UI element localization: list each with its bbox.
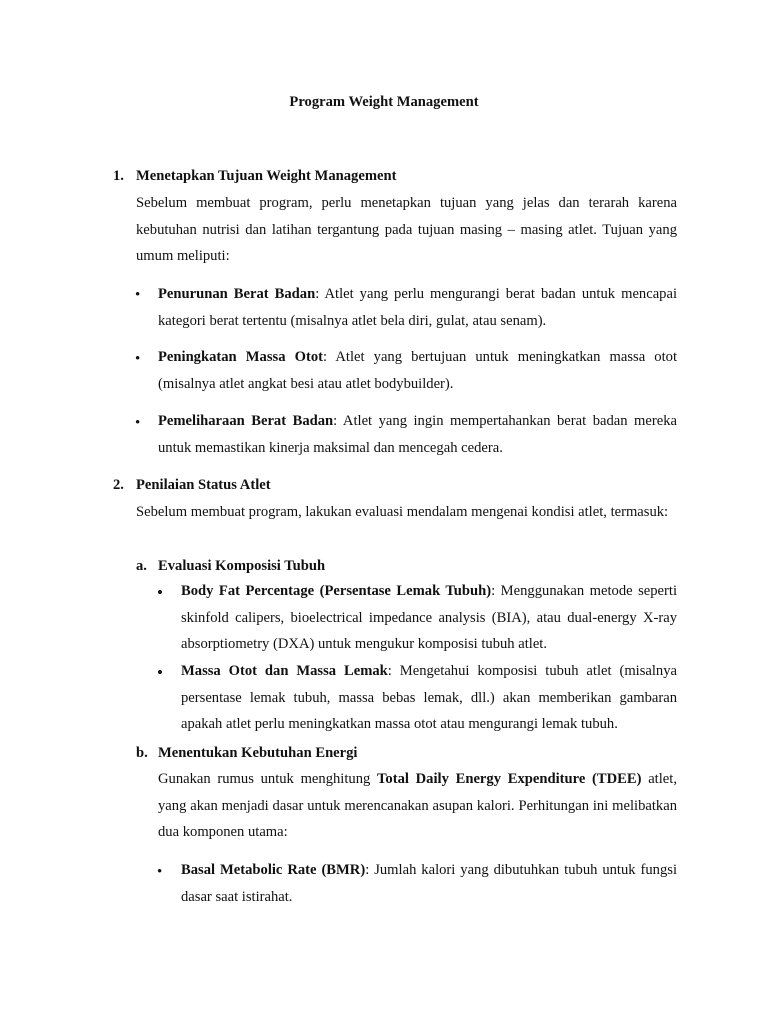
section-1-number: 1. bbox=[113, 168, 124, 184]
section-2-intro: Sebelum membuat program, lakukan evaluasi mendalam mengenai kondisi atlet, termasuk: bbox=[136, 504, 669, 520]
list-item-text: : Atlet yang ingin mempertahankan berat badan mereka untuk memastikan kinerja maksimal dan mencegah cedera. bbox=[158, 413, 677, 456]
list-item-term: Massa Otot dan Massa Lemak bbox=[181, 663, 388, 679]
list-item-text: : Atlet yang bertujuan untuk meningkatkan massa otot (misalnya atlet angkat besi atau atlet bodybuilder). bbox=[158, 349, 678, 392]
list-item bbox=[181, 658, 677, 738]
list-item-term: Pemeliharaan Berat Badan bbox=[158, 413, 334, 429]
subsection-b-letter: b. bbox=[136, 745, 148, 761]
list-item-text: : Atlet yang perlu mengurangi berat badan untuk mencapai kategori berat tertentu (misalnya atlet bela diri, gulat, atau senam). bbox=[158, 286, 678, 329]
list-item bbox=[181, 857, 677, 910]
bullet-glyph: • bbox=[157, 583, 163, 602]
bullet-glyph: • bbox=[135, 415, 141, 431]
page-title: Program Weight Management bbox=[289, 94, 479, 110]
subsection-b-intro bbox=[158, 766, 677, 846]
subsection-b-heading: Menentukan Kebutuhan Energi bbox=[158, 745, 358, 761]
bullet-glyph: • bbox=[157, 663, 163, 682]
list-item-term: Body Fat Percentage (Persentase Lemak Tubuh) bbox=[181, 583, 492, 599]
section-2-number: 2. bbox=[113, 477, 124, 493]
bullet-glyph: • bbox=[157, 864, 163, 880]
section-1-intro: Sebelum membuat program, perlu menetapkan tujuan yang jelas dan terarah karena kebutuhan nutrisi dan latihan tergantung pada tujuan masing – masing atlet. Tujuan yang umum meliputi: bbox=[136, 195, 677, 265]
list-item-text: : Menggunakan metode seperti skinfold calipers, bioelectrical impedance analysis (BIA), atau dual-energy X-ray absorptiometry (DXA) untuk mengukur komposisi tubuh atlet. bbox=[181, 583, 678, 653]
intro-term: Total Daily Energy Expenditure (TDEE) bbox=[377, 771, 642, 787]
list-item bbox=[158, 344, 677, 397]
list-item-text: : Jumlah kalori yang dibutuhkan tubuh untuk fungsi dasar saat istirahat. bbox=[181, 862, 678, 905]
section-1-heading: Menetapkan Tujuan Weight Management bbox=[136, 168, 397, 184]
list-item-term: Penurunan Berat Badan bbox=[158, 286, 316, 302]
bullet-glyph: • bbox=[135, 287, 141, 303]
intro-text: atlet, yang akan menjadi dasar untuk merencanakan asupan kalori. Perhitungan ini melibatkan dua komponen utama: bbox=[158, 771, 677, 841]
intro-text: Gunakan rumus untuk menghitung bbox=[158, 771, 378, 787]
list-item bbox=[158, 408, 677, 461]
list-item-term: Peningkatan Massa Otot bbox=[158, 349, 323, 365]
list-item bbox=[181, 578, 677, 658]
list-item-term: Basal Metabolic Rate (BMR) bbox=[181, 862, 366, 878]
list-item bbox=[158, 281, 677, 334]
subsection-a-letter: a. bbox=[136, 558, 147, 574]
subsection-a-heading: Evaluasi Komposisi Tubuh bbox=[158, 558, 326, 574]
section-2-heading: Penilaian Status Atlet bbox=[136, 477, 271, 493]
bullet-glyph: • bbox=[135, 351, 141, 367]
list-item-text: : Mengetahui komposisi tubuh atlet (misalnya persentase lemak tubuh, massa bebas lemak, dll.) akan memberikan gambaran apakah atlet perlu meningkatkan massa otot atau mengurangi lemak tubuh. bbox=[181, 663, 678, 733]
